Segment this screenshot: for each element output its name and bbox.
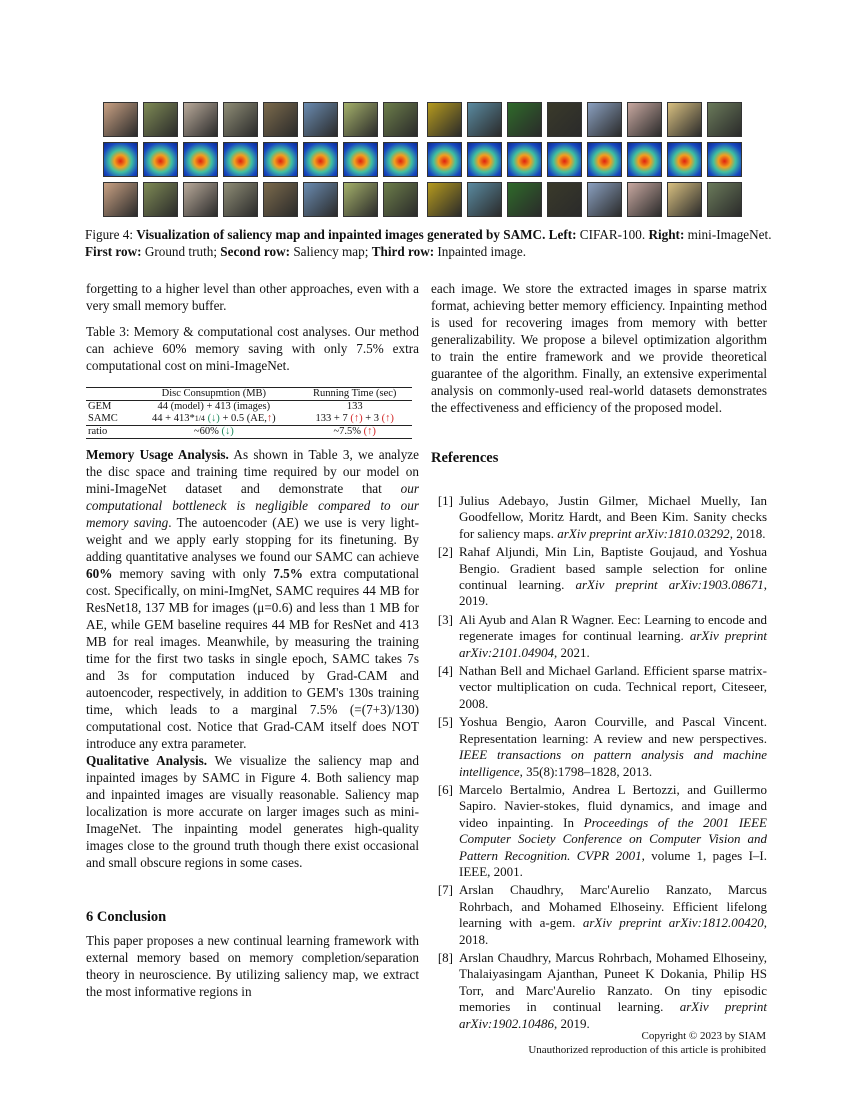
reference-item: [431, 950, 767, 1032]
inpainted-image: [303, 182, 338, 217]
reference-item: [431, 782, 767, 880]
ground-truth-image: [383, 102, 418, 137]
reference-text: Ali Ayub and Alan R Wagner. Eec: Learning to encode and regenerate images for continual learning. arXiv preprint arXiv:2101.04904, 2021.: [459, 611, 767, 660]
table-cell: ~7.5% (↑): [333, 426, 376, 437]
inpainted-image: [427, 182, 462, 217]
conclusion-text: This paper proposes a new continual learning framework with external memory based on memory completion/separation theory in neuroscience. By utilizing saliency map, we extract the most informative regions in: [86, 933, 419, 999]
reference-text: Nathan Bell and Michael Garland. Efficient sparse matrix-vector multiplication on cuda. Technical report, Citeseer, 2008.: [459, 663, 767, 711]
inpainted-image: [343, 182, 378, 217]
inpainted-image: [627, 182, 662, 217]
reference-text: Arslan Chaudhry, Marc'Aurelio Ranzato, Marcus Rohrbach, and Mohamed Elhoseiny. Efficient lifelong learning with a-gem. arXiv preprint arXiv:1812.00420, 2018.: [459, 882, 767, 947]
ground-truth-image: [707, 102, 742, 137]
intro-paragraph: forgetting to a higher level than other approaches, even with a very small memory buffer.: [86, 281, 419, 313]
inpainted-image: [547, 182, 582, 217]
conclusion-heading: 6 Conclusion: [86, 909, 167, 925]
ground-truth-image: [303, 102, 338, 137]
saliency-map-image: [383, 142, 418, 177]
reference-number: [5]: [437, 714, 453, 730]
saliency-map-image: [627, 142, 662, 177]
table-cell: 133 + 7 (↑) + 3 (↑): [315, 413, 394, 424]
ground-truth-image: [467, 102, 502, 137]
reference-item: [431, 663, 767, 712]
inpainted-image: [667, 182, 702, 217]
reference-text: Rahaf Aljundi, Min Lin, Baptiste Goujaud, and Yoshua Bengio. Gradient based sample selection for online continual learning. arXiv preprint arXiv:1903.08671, 2019.: [459, 544, 767, 609]
conclusion-continued: each image. We store the extracted images in sparse matrix format, achieving better memory efficiency. Inpainting method is used for recovering images from memory with better generalizability. We propose a bilevel optimization algorithm to train the entire framework and we provide theoretical guarantee of the algorithm. Finally, an extensive experimental analysis on commonly-used real-world datasets demonstrates the effectiveness and efficiency of the proposed model.: [431, 281, 767, 415]
reference-number: [2]: [437, 544, 453, 560]
ground-truth-image: [143, 102, 178, 137]
memory-usage-section: Memory Usage Analysis. As shown in Table 3, we analyze the disc space and training time required by our model on mini-ImageNet dataset and demonstrate that our computational bottleneck is negligible compared to our memory saving. The autoencoder (AE) we use is very light-weight and we apply early stopping for its finetuning. By adding quantitative analyses we found our SAMC can achieve 60% memory saving with only 7.5% extra computational cost. Specifically, on mini-ImgNet, SAMC requires 44 MB for ResNet18, 137 MB for images (μ=0.6) and less than 1 MB for AE, while GEM baseline requires 44 MB for ResNet and 413 MB for real images. Meanwhile, by measuring the training time for the first two tasks in single epoch, SAMC takes 7s and 3s for computation induced by Grad-CAM and autoencoder, respectively, in addition to GEM's 130s training time, which leads to a marginal 7.5% (=(7+3)/130) computational cost. Notice that Grad-CAM itself does NOT introduce any extra parameter. Qualitative Analysis. We visualize the saliency map and inpainted images by SAMC in Figure 4. Both saliency map and inpainted images are visually reasonable. Saliency map localization is more accurate on larger images such as mini-ImageNet. The inpainting model generates high-quality images close to the ground truth though there exist occasional and small obscure regions in some cases.: [86, 447, 419, 870]
ground-truth-image: [263, 102, 298, 137]
saliency-map-image: [303, 142, 338, 177]
ground-truth-image: [183, 102, 218, 137]
table-cell: GEM: [88, 401, 112, 412]
table-3: [86, 387, 412, 439]
reference-item: [431, 544, 767, 610]
reference-item: [431, 882, 767, 948]
inpainted-image: [467, 182, 502, 217]
reference-text: Yoshua Bengio, Aaron Courville, and Pascal Vincent. Representation learning: A review and new perspectives. IEEE transactions on pattern analysis and machine intelligence, 35(8):1798–1828, 2013.: [459, 714, 767, 779]
table-cell: 44 (model) + 413 (images): [157, 401, 271, 412]
saliency-map-image: [343, 142, 378, 177]
saliency-map-image: [427, 142, 462, 177]
ground-truth-image: [343, 102, 378, 137]
saliency-map-image: [507, 142, 542, 177]
inpainted-image: [587, 182, 622, 217]
reference-number: [3]: [437, 611, 453, 627]
ground-truth-image: [627, 102, 662, 137]
saliency-map-image: [223, 142, 258, 177]
reference-text: Marcelo Bertalmio, Andrea L Bertozzi, and Guillermo Sapiro. Navier-stokes, fluid dynamics, and image and video inpainting. In Proceedings of the 2001 IEEE Computer Society Conference on Computer Vision and Pattern Recognition. CVPR 2001, volume 1, pages I–I. IEEE, 2001.: [459, 781, 767, 879]
reference-number: [8]: [437, 949, 453, 965]
saliency-map-image: [707, 142, 742, 177]
table-caption: Table 3: Memory & computational cost analyses. Our method can achieve 60% memory saving with only 7.5% extra computational cost on mini-ImageNet.: [86, 324, 419, 373]
inpainted-image: [507, 182, 542, 217]
reference-item: [431, 493, 767, 542]
ground-truth-image: [667, 102, 702, 137]
saliency-map-image: [103, 142, 138, 177]
inpainted-image: [143, 182, 178, 217]
table-header: [86, 388, 130, 401]
reference-number: [7]: [437, 882, 453, 898]
reference-text: Julius Adebayo, Justin Gilmer, Michael Muelly, Ian Goodfellow, Moritz Hardt, and Been Kim. Sanity checks for saliency maps. arXiv preprint arXiv:1810.03292, 2018.: [459, 493, 767, 541]
saliency-map-image: [263, 142, 298, 177]
table-cell: 133: [346, 401, 363, 412]
saliency-map-image: [467, 142, 502, 177]
table-header: Running Time (sec): [312, 388, 397, 399]
references-heading: References: [431, 450, 499, 466]
saliency-map-image: [587, 142, 622, 177]
saliency-map-image: [183, 142, 218, 177]
references-list: [431, 493, 767, 1034]
copyright-footer: Copyright © 2023 by SIAM Unauthorized reproduction of this article is prohibited: [528, 1030, 766, 1056]
figure-caption: Figure 4: Visualization of saliency map and inpainted images generated by SAMC. Left: CIFAR-100. Right: mini-ImageNet. First row: Ground truth; Second row: Saliency map; Third row: Inpainted image.: [85, 227, 772, 259]
reference-item: [431, 714, 767, 780]
ground-truth-image: [547, 102, 582, 137]
inpainted-image: [223, 182, 258, 217]
inpainted-image: [263, 182, 298, 217]
table-cell: SAMC: [88, 413, 118, 424]
saliency-map-image: [547, 142, 582, 177]
ground-truth-image: [587, 102, 622, 137]
ground-truth-image: [223, 102, 258, 137]
inpainted-image: [183, 182, 218, 217]
ground-truth-image: [103, 102, 138, 137]
reference-number: [4]: [437, 663, 453, 679]
reference-number: [1]: [437, 493, 453, 508]
ground-truth-image: [427, 102, 462, 137]
inpainted-image: [383, 182, 418, 217]
table-cell: ~60% (↓): [193, 426, 234, 437]
saliency-map-image: [667, 142, 702, 177]
inpainted-image: [103, 182, 138, 217]
reference-item: [431, 612, 767, 661]
ground-truth-image: [507, 102, 542, 137]
table-cell: ratio: [88, 426, 108, 437]
table-cell: 44 + 413*1/4 (↓) + 0.5 (AE,↑): [152, 413, 276, 424]
reference-text: Arslan Chaudhry, Marcus Rohrbach, Mohamed Elhoseiny, Thalaiyasingam Ajanthan, Puneet K Dokania, Philip HS Torr, and Marc'Aurelio Ranzato. On tiny episodic memories in continual learning. arXiv preprint arXiv:1902.10486, 2019.: [459, 949, 768, 1031]
saliency-map-image: [143, 142, 178, 177]
inpainted-image: [707, 182, 742, 217]
reference-number: [6]: [437, 781, 453, 797]
qualitative-analysis: Qualitative Analysis. We visualize the saliency map and inpainted images by SAMC in Figure 4. Both saliency map and inpainted images are visually reasonable. Saliency map localization is more accurate on larger images such as mini-ImageNet. The inpainting model generates high-quality images close to the ground truth though there exist occasional and small obscure regions in some cases.: [86, 753, 419, 870]
table-header: Disc Consupmtion (MB): [161, 388, 267, 399]
